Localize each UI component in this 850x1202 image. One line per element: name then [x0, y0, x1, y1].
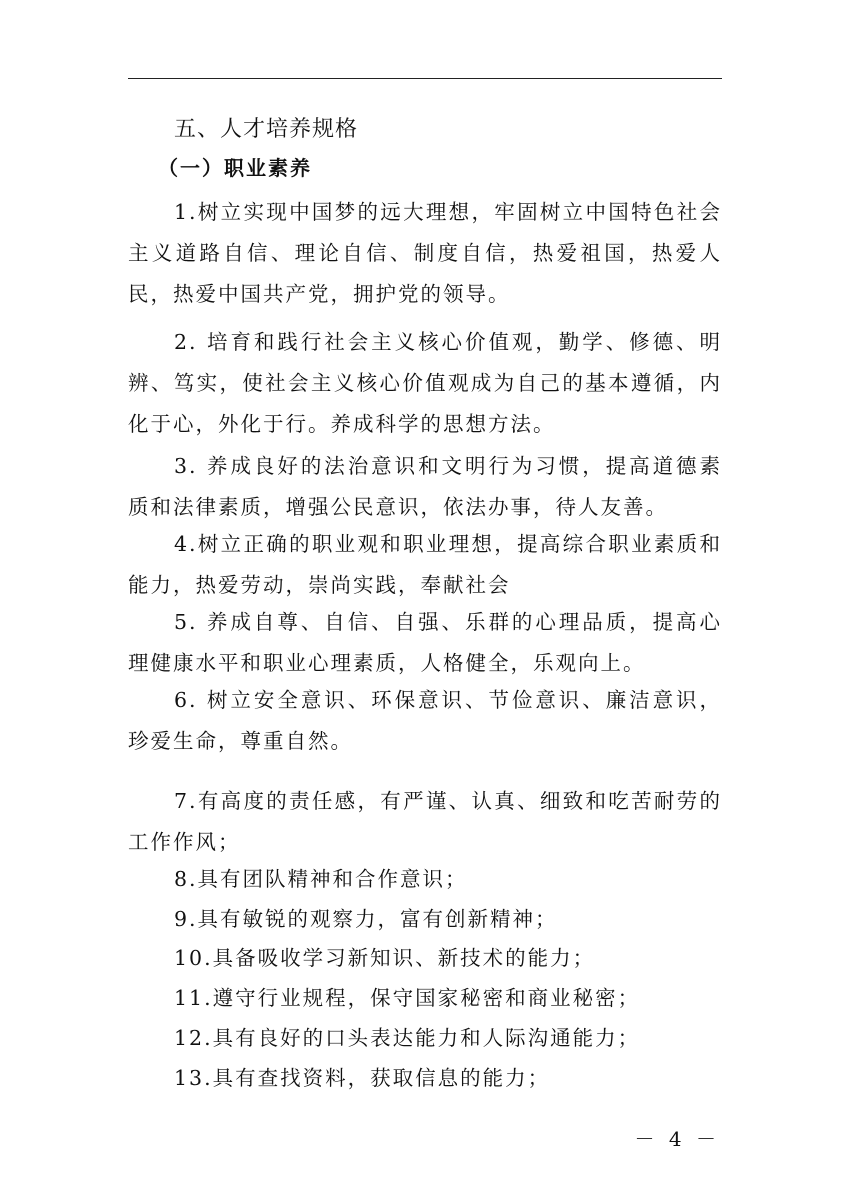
paragraph-item-5: 5. 养成自尊、自信、自强、乐群的心理品质，提高心理健康水平和职业心理素质，人格健全，乐观向上。	[128, 610, 722, 675]
paragraph-item-13: 13.具有查找资料，获取信息的能力；	[174, 1066, 551, 1090]
paragraph-item-3: 3. 养成良好的法治意识和文明行为习惯，提高道德素质和法律素质，增强公民意识，依法办事，待人友善。	[128, 454, 722, 519]
subsection-title: （一）职业素养	[158, 156, 312, 180]
paragraph-item-1: 1.树立实现中国梦的远大理想，牢固树立中国特色社会主义道路自信、理论自信、制度自信，热爱祖国，热爱人民，热爱中国共产党，拥护党的领导。	[128, 200, 722, 306]
paragraph-item-10: 10.具备吸收学习新知识、新技术的能力；	[174, 946, 596, 970]
paragraph-item-4: 4.树立正确的职业观和职业理想，提高综合职业素质和能力，热爱劳动，崇尚实践，奉献社会	[128, 532, 722, 597]
paragraph-item-12: 12.具有良好的口头表达能力和人际沟通能力；	[174, 1026, 641, 1050]
paragraph-item-6: 6. 树立安全意识、环保意识、节俭意识、廉洁意识，珍爱生命，尊重自然。	[128, 688, 722, 753]
section-title: 五、人才培养规格	[174, 117, 359, 142]
paragraph-item-7: 7.有高度的责任感，有严谨、认真、细致和吃苦耐劳的工作作风；	[128, 789, 722, 854]
header-rule	[128, 78, 722, 79]
paragraph-item-9: 9.具有敏锐的观察力，富有创新精神；	[174, 907, 558, 931]
paragraph-item-2: 2. 培育和践行社会主义核心价值观，勤学、修德、明辨、笃实，使社会主义核心价值观成为自己的基本遵循，内化于心，外化于行。养成科学的思想方法。	[128, 330, 722, 436]
paragraph-item-8: 8.具有团队精神和合作意识；	[174, 867, 468, 891]
page-number: － 4 －	[634, 1127, 720, 1151]
paragraph-item-11: 11.遵守行业规程，保守国家秘密和商业秘密；	[174, 986, 641, 1010]
